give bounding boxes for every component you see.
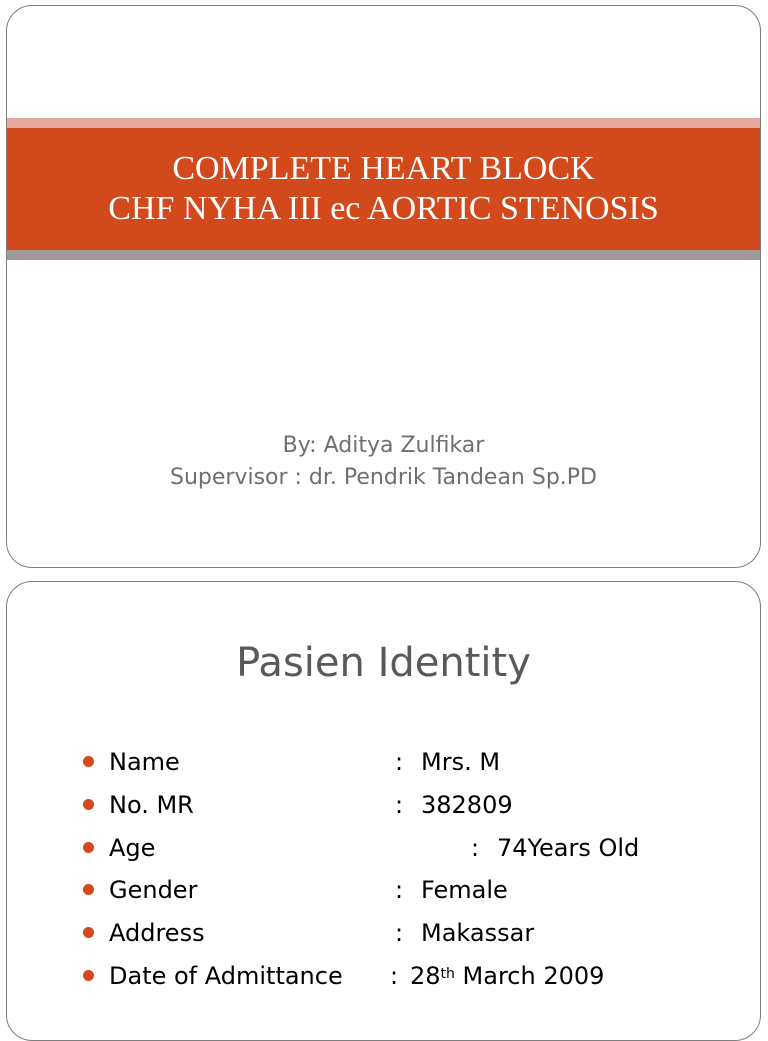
slide-title: Pasien Identity — [236, 640, 531, 686]
row-label: No. MR — [109, 790, 194, 819]
title-line-1: COMPLETE HEART BLOCK — [172, 150, 595, 187]
row-colon: : — [471, 833, 480, 862]
bullet-icon — [83, 970, 94, 981]
row-colon: : — [395, 876, 404, 905]
bullet-icon — [83, 799, 94, 810]
byline — [7, 430, 760, 494]
date-ordinal-suffix: th — [440, 965, 455, 982]
date-month-year: March 2009 — [454, 961, 605, 990]
row-label: Date of Admittance — [109, 961, 343, 990]
date-day: 28 — [410, 961, 441, 990]
title-band — [7, 128, 760, 250]
row-colon: : — [395, 790, 404, 819]
row-label: Age — [109, 833, 156, 862]
row-label: Gender — [109, 876, 198, 905]
row-colon: : — [395, 919, 404, 948]
title-slide — [6, 5, 761, 568]
title-band-bottom-stripe — [7, 250, 760, 260]
bullet-icon — [83, 842, 94, 853]
row-value: Mrs. M — [421, 748, 501, 776]
author-line: By: Aditya Zulfikar — [282, 433, 485, 458]
bullet-icon — [83, 884, 94, 895]
identity-slide — [6, 581, 761, 1041]
row-value: Female — [421, 876, 508, 905]
row-colon: : — [395, 748, 404, 776]
row-colon: : — [390, 961, 399, 990]
bullet-icon — [83, 927, 94, 938]
row-value-date — [410, 955, 604, 998]
row-value: 382809 — [421, 790, 513, 819]
bullet-icon — [83, 756, 94, 767]
row-label: Address — [109, 919, 205, 948]
title-line-2: CHF NYHA III ec AORTIC STENOSIS — [108, 190, 659, 227]
row-label: Name — [109, 748, 180, 776]
title-band-top-stripe — [7, 118, 760, 128]
supervisor-line: Supervisor : dr. Pendrik Tandean Sp.PD — [169, 465, 597, 490]
row-value: Makassar — [421, 919, 535, 948]
row-value: 74Years Old — [497, 833, 640, 862]
